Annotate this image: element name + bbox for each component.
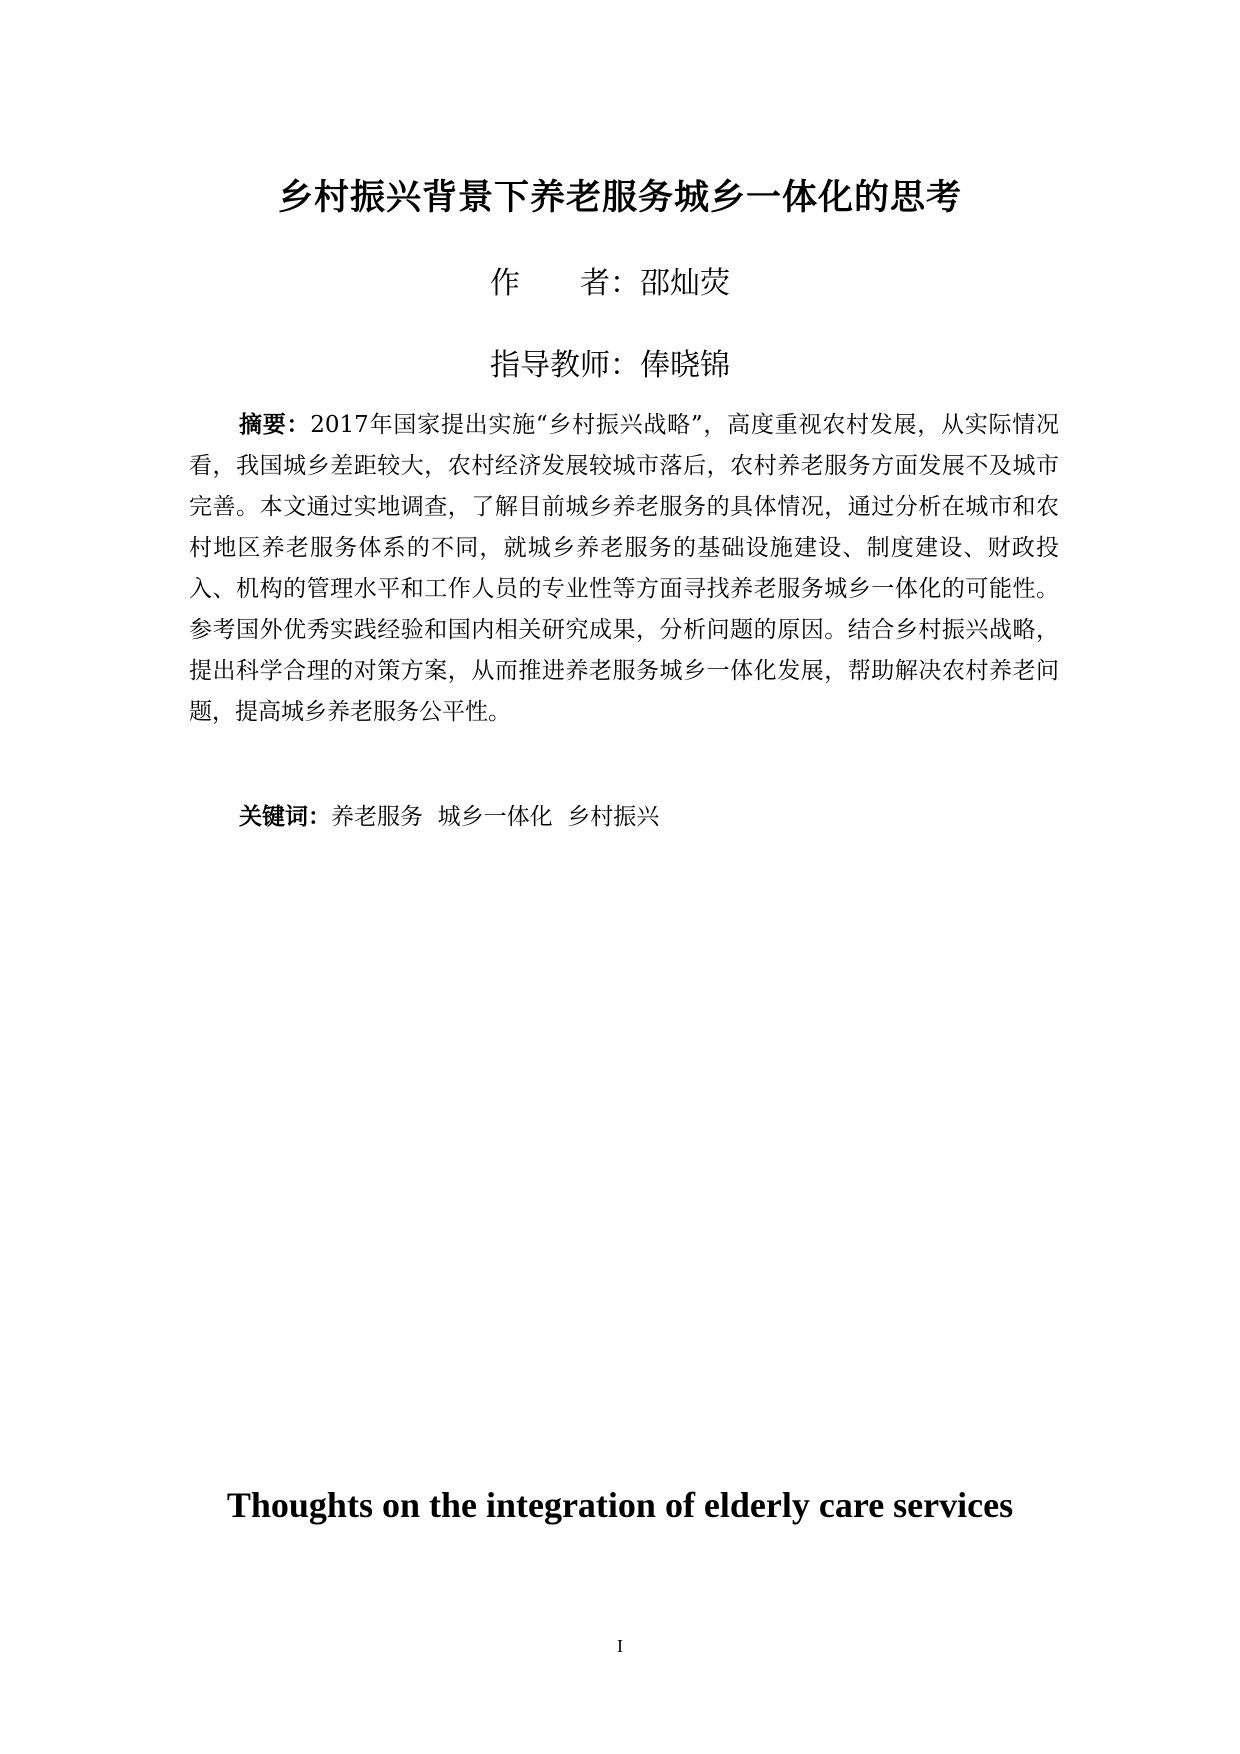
advisor-name: 俸晓锦 — [640, 348, 730, 383]
english-title: Thoughts on the integration of elderly care services — [226, 1485, 1014, 1525]
abstract-text: 2017年国家提出实施“乡村振兴战略”，高度重视农村发展，从实际情况看，我国城乡差距较大，农村经济发展较城市落后，农村养老服务方面发展不及城市完善。本文通过实地调查，了解目前城乡养老服务的具体情况，通过分析在城市和农村地区养老服务体系的不同，就城乡养老服务的基础设施建设、制度建设、财政投入、机构的管理水平和工作人员的专业性等方面寻找养老服务城乡一体化的可能性。参考国外优秀实践经验和国内相关研究成果，分析问题的原因。结合乡村振兴战略，提出科学合理的对策方案，从而推进养老服务城乡一体化发展，帮助解决农村养老问题，提高城乡养老服务公平性。 — [189, 412, 1060, 725]
advisor-line — [490, 340, 730, 384]
keywords-line — [239, 797, 659, 838]
keywords-items: 养老服务 城乡一体化 乡村振兴 — [331, 804, 660, 830]
author-name: 邵灿荧 — [640, 266, 730, 301]
abstract-label: 摘要： — [239, 412, 311, 438]
abstract-paragraph — [189, 405, 1059, 733]
advisor-label: 指导教师： — [490, 348, 640, 383]
page-number: I — [617, 1636, 623, 1656]
keywords-label: 关键词： — [239, 804, 331, 830]
author-line — [490, 258, 730, 302]
chinese-title: 乡村振兴背景下养老服务城乡一体化的思考 — [277, 178, 962, 218]
author-label: 作 者： — [490, 266, 640, 301]
